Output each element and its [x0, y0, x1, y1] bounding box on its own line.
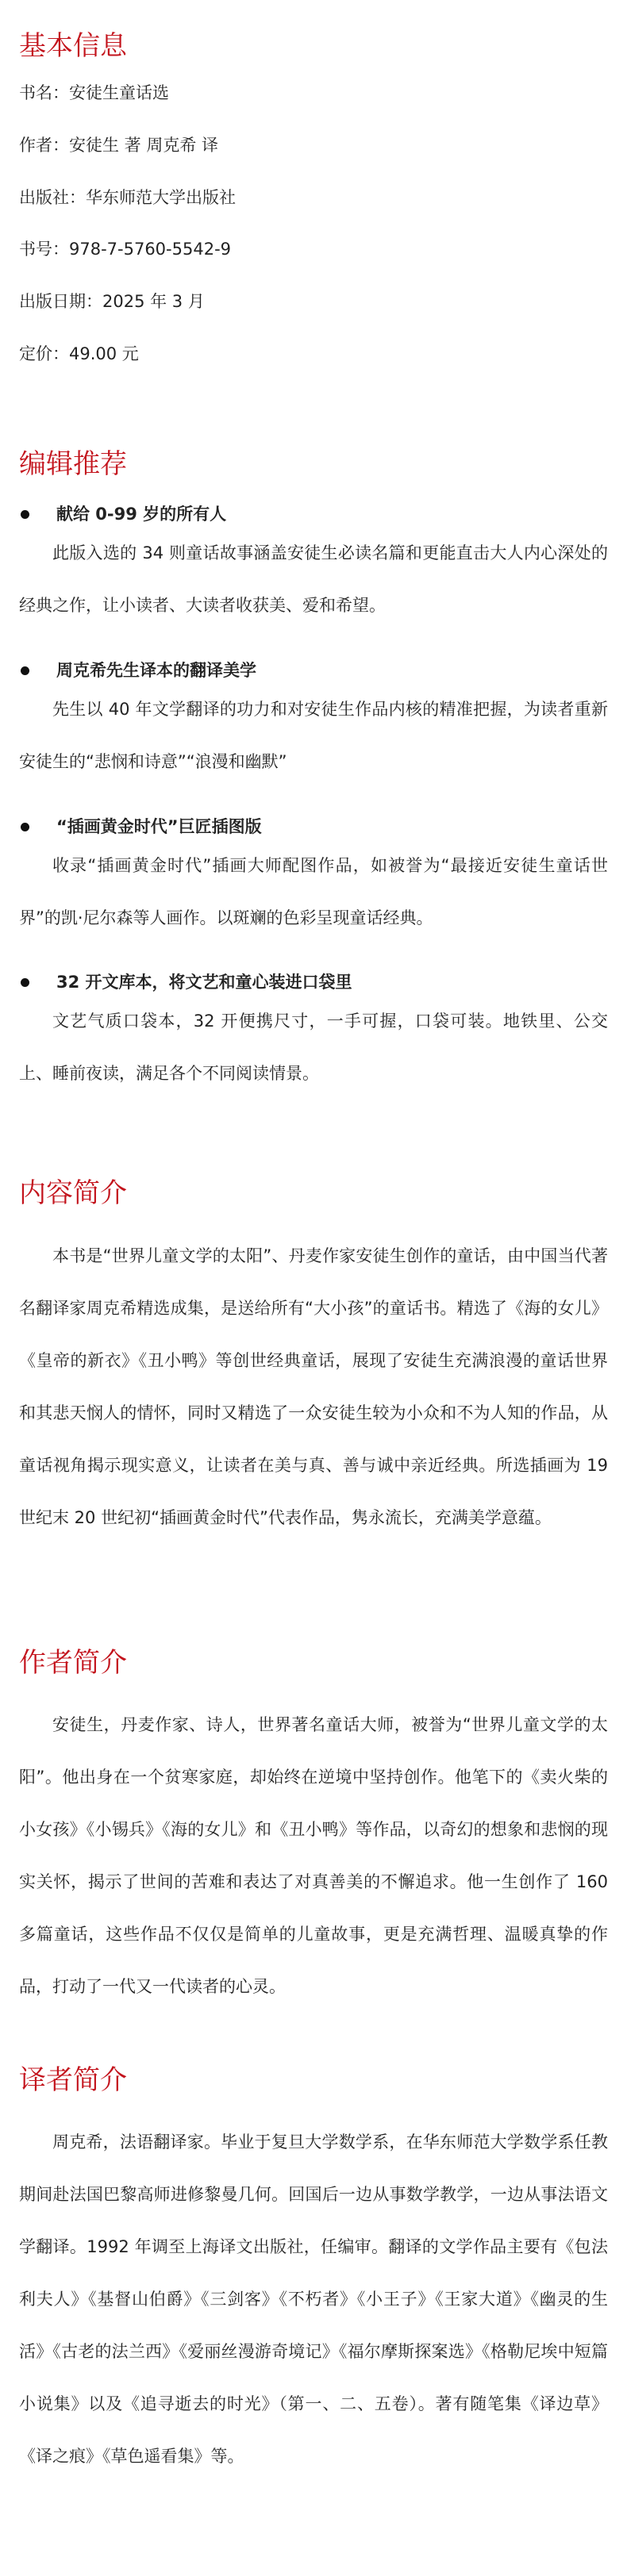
book-publisher-line: 出版社：华东师范大学出版社: [19, 188, 236, 207]
book-pubdate-line: 出版日期：2025 年 3 月: [19, 292, 205, 311]
editor-item-heading: [19, 969, 352, 995]
translator-bio-heading: 译者简介: [19, 2064, 127, 2096]
editor-item-text: 文艺气质口袋本，32 开便携尺寸，一手可握，口袋可装。地铁里、公交上、睡前夜读，满足各个不同阅读情景。: [19, 1012, 608, 1083]
editor-item-heading-text: 周克希先生译本的翻译美学: [56, 661, 256, 680]
book-price-line: 定价：49.00 元: [19, 344, 139, 363]
content-summary-text: 本书是“世界儿童文学的太阳”、丹麦作家安徒生创作的童话，由中国当代著名翻译家周克希精选成集，是送给所有“大小孩”的童话书。精选了《海的女儿》《皇帝的新衣》《丑小鸭》等创世经典童话，展现了安徒生充满浪漫的童话世界和其悲天悯人的情怀，同时又精选了一众安徒生较为小众和不为人知的作品，从童话视角揭示现实意义，让读者在美与真、善与诚中亲近经典。所选插画为 19 世纪末 20 世纪初“插画黄金时代”代表作品，隽永流长，充满美学意蕴。: [19, 1246, 608, 1527]
editor-item-heading-text: “插画黄金时代”巨匠插图版: [56, 817, 262, 836]
author-bio-text: 安徒生，丹麦作家、诗人，世界著名童话大师，被誉为“世界儿童文学的太阳”。他出身在一个贫寒家庭，却始终在逆境中坚持创作。他笔下的《卖火柴的小女孩》《小锡兵》《海的女儿》和《丑小鸭》等作品，以奇幻的想象和悲悯的现实关怀，揭示了世间的苦难和表达了对真善美的不懈追求。他一生创作了 160 多篇童话，这些作品不仅仅是简单的儿童故事，更是充满哲理、温暖真挚的作品，打动了一代又一代读者的心灵。: [19, 1715, 608, 1996]
editor-item-heading-text: 献给 0-99 岁的所有人: [56, 505, 227, 524]
editor-item-heading-text: 32 开文库本，将文艺和童心装进口袋里: [56, 973, 352, 992]
editor-item-heading: [19, 658, 256, 683]
book-isbn-line: 书号：978-7-5760-5542-9: [19, 240, 232, 259]
editor-item-heading: [19, 814, 262, 839]
author-bio-heading: 作者简介: [19, 1647, 127, 1679]
book-author-line: 作者：安徒生 著 周克希 译: [19, 136, 219, 155]
editor-item-text: 先生以 40 年文学翻译的功力和对安徒生作品内核的精准把握，为读者重新安徒生的“悲悯和诗意”“浪漫和幽默”: [19, 700, 608, 771]
bullet-icon: [21, 666, 29, 675]
editor-item-text: 此版入选的 34 则童话故事涵盖安徒生必读名篇和更能直击大人内心深处的经典之作，让小读者、大读者收获美、爱和希望。: [19, 543, 608, 615]
editor-item-text: 收录“插画黄金时代”插画大师配图作品，如被誉为“最接近安徒生童话世界”的凯·尼尔森等人画作。以斑斓的色彩呈现童话经典。: [19, 856, 608, 927]
content-summary-heading: 内容简介: [19, 1177, 127, 1209]
translator-bio-text: 周克希，法语翻译家。毕业于复旦大学数学系，在华东师范大学数学系任教期间赴法国巴黎高师进修黎曼几何。回国后一边从事数学教学，一边从事法语文学翻译。1992 年调至上海译文出版社，任编审。翻译的文学作品主要有《包法利夫人》《基督山伯爵》《三剑客》《不朽者》《小王子》《王家大道》《幽灵的生活》《古老的法兰西》《爱丽丝漫游奇境记》《福尔摩斯探案选》《格勒尼埃中短篇小说集》以及《追寻逝去的时光》（第一、二、五卷）。著有随笔集《译边草》《译之痕》《草色遥看集》等。: [19, 2133, 608, 2466]
book-title-line: 书名：安徒生童话选: [19, 83, 169, 102]
bullet-icon: [21, 823, 29, 831]
editor-item-heading: [19, 501, 226, 527]
bullet-icon: [21, 510, 29, 519]
bullet-icon: [21, 978, 29, 987]
editor-recommend-heading: 编辑推荐: [19, 448, 127, 480]
basic-info-heading: 基本信息: [19, 30, 127, 62]
